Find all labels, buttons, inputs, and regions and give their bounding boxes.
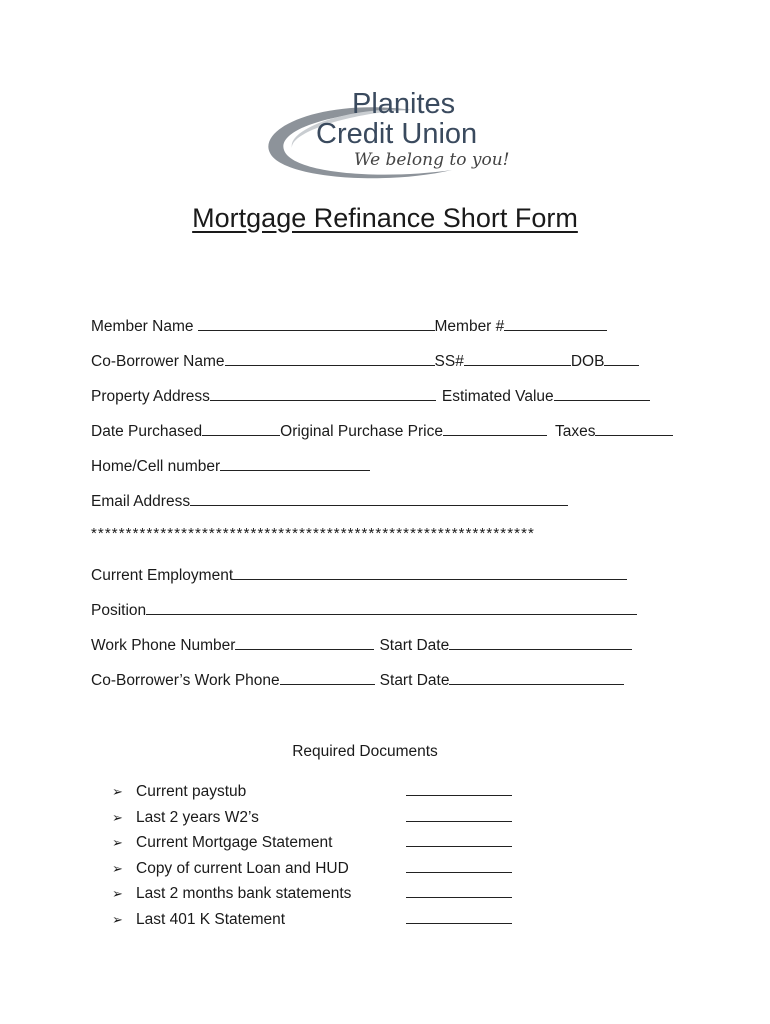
required-documents-heading: Required Documents — [292, 743, 438, 760]
credit-union-logo — [262, 88, 512, 188]
email-row — [91, 491, 568, 511]
property-row — [91, 386, 650, 406]
member-name-label: Member Name — [91, 318, 194, 335]
ss-label: SS# — [434, 353, 464, 370]
member-number-label: Member # — [434, 318, 505, 335]
estimated-value-field[interactable] — [554, 386, 650, 401]
property-address-field[interactable] — [210, 386, 436, 401]
document-label: Copy of current Loan and HUD — [136, 859, 349, 877]
co-borrower-name-field[interactable] — [225, 351, 435, 366]
date-purchased-field[interactable] — [202, 421, 280, 436]
form-title: Mortgage Refinance Short Form — [192, 203, 578, 233]
arrow-bullet-icon: ➢ — [112, 809, 123, 825]
co-borrower-work-phone-field[interactable] — [280, 670, 375, 685]
list-item — [112, 884, 532, 910]
list-item — [112, 910, 532, 936]
email-field[interactable] — [190, 491, 568, 506]
work-phone-row — [91, 635, 632, 655]
property-address-label: Property Address — [91, 388, 210, 405]
logo-name-line1: Planites — [352, 88, 456, 120]
document-label: Last 401 K Statement — [136, 910, 286, 928]
arrow-bullet-icon: ➢ — [112, 886, 123, 901]
member-row — [91, 316, 607, 336]
list-item — [112, 859, 532, 885]
position-row — [91, 600, 637, 620]
purchase-row — [91, 421, 673, 441]
co-borrower-start-date-field[interactable] — [449, 670, 624, 685]
home-cell-row — [91, 456, 370, 476]
position-label: Position — [91, 602, 147, 619]
list-item — [112, 808, 532, 834]
home-cell-field[interactable] — [220, 456, 370, 471]
logo-name-line2: Credit Union — [316, 118, 478, 150]
document-label: Last 2 months bank statements — [136, 885, 352, 902]
list-item — [112, 833, 532, 859]
co-borrower-work-phone-label: Co-Borrower’s Work Phone — [91, 672, 280, 689]
start-date-field[interactable] — [449, 635, 632, 650]
start-date-label: Start Date — [379, 637, 450, 654]
position-field[interactable] — [146, 600, 637, 615]
taxes-label: Taxes — [554, 423, 596, 440]
section-separator: **************************************************************** — [91, 525, 535, 542]
document-checkoff-field[interactable] — [406, 910, 512, 924]
date-purchased-label: Date Purchased — [91, 423, 203, 440]
current-employment-label: Current Employment — [91, 567, 234, 584]
logo-tagline: We belong to you! — [354, 150, 510, 170]
co-borrower-start-date-label: Start Date — [379, 672, 450, 689]
list-item — [112, 782, 532, 808]
document-checkoff-field[interactable] — [406, 884, 512, 898]
required-documents-list — [112, 782, 532, 935]
co-borrower-work-row — [91, 670, 624, 690]
co-borrower-row — [91, 351, 639, 371]
dob-field[interactable] — [604, 351, 639, 366]
document-checkoff-field[interactable] — [406, 808, 512, 822]
work-phone-field[interactable] — [235, 635, 374, 650]
employment-row — [91, 565, 627, 585]
document-label: Current Mortgage Statement — [136, 834, 333, 851]
document-checkoff-field[interactable] — [406, 782, 512, 796]
current-employment-field[interactable] — [233, 565, 627, 580]
ss-field[interactable] — [464, 351, 571, 366]
dob-label: DOB — [570, 353, 605, 370]
arrow-bullet-icon: ➢ — [112, 911, 123, 927]
co-borrower-name-label: Co-Borrower Name — [91, 353, 225, 370]
member-name-field[interactable] — [198, 316, 435, 331]
home-cell-label: Home/Cell number — [91, 458, 221, 475]
document-checkoff-field[interactable] — [406, 833, 512, 847]
taxes-field[interactable] — [595, 421, 673, 436]
arrow-bullet-icon: ➢ — [112, 835, 123, 850]
original-purchase-price-field[interactable] — [443, 421, 547, 436]
document-label: Last 2 years W2’s — [136, 808, 259, 826]
document-checkoff-field[interactable] — [406, 859, 512, 873]
email-label: Email Address — [91, 493, 191, 510]
estimated-value-label: Estimated Value — [441, 388, 554, 405]
arrow-bullet-icon: ➢ — [112, 784, 123, 799]
document-label: Current paystub — [136, 783, 247, 800]
member-number-field[interactable] — [504, 316, 607, 331]
original-purchase-price-label: Original Purchase Price — [280, 423, 443, 440]
arrow-bullet-icon: ➢ — [112, 860, 123, 876]
work-phone-label: Work Phone Number — [91, 637, 236, 654]
